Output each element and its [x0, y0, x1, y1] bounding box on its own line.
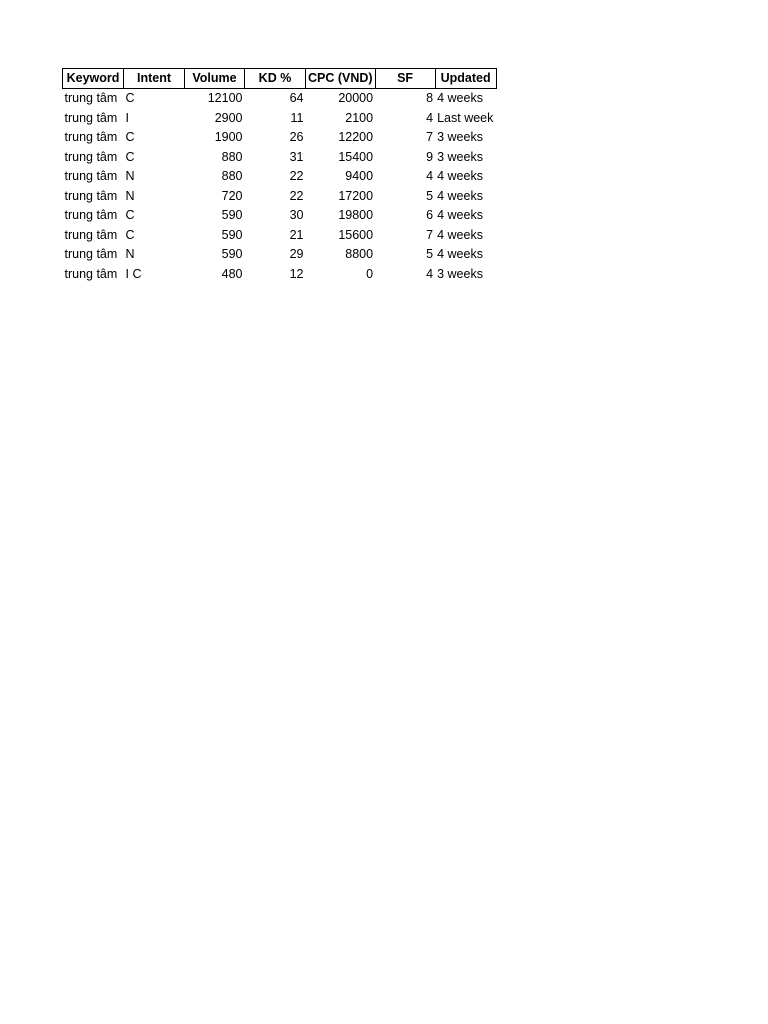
cell-intent[interactable]: I C — [125, 266, 142, 281]
cell-keyword[interactable]: trung tâm — [64, 208, 118, 223]
header-updated[interactable]: Updated — [435, 69, 496, 89]
cell-sf[interactable]: 5 — [426, 188, 434, 203]
cell-updated[interactable]: 4 weeks — [437, 91, 483, 106]
cell-volume[interactable]: 880 — [221, 149, 243, 164]
cell-intent[interactable]: C — [125, 227, 135, 242]
cell-keyword[interactable]: trung tâm — [64, 149, 118, 164]
cell-kd[interactable]: 26 — [289, 130, 304, 145]
table-row — [63, 109, 497, 129]
cell-keyword[interactable]: trung tâm — [64, 110, 118, 125]
cell-updated[interactable]: Last week — [437, 110, 494, 125]
keyword-table — [62, 68, 497, 284]
cell-keyword[interactable]: trung tâm — [64, 91, 118, 106]
cell-cpc[interactable]: 2100 — [345, 110, 374, 125]
cell-kd[interactable]: 29 — [289, 247, 304, 262]
cell-sf[interactable]: 6 — [426, 208, 434, 223]
table-row — [63, 226, 497, 246]
cell-volume[interactable]: 480 — [221, 266, 243, 281]
cell-kd[interactable]: 21 — [289, 227, 304, 242]
cell-intent[interactable]: C — [125, 91, 135, 106]
cell-volume[interactable]: 1900 — [214, 130, 243, 145]
cell-sf[interactable]: 7 — [426, 227, 434, 242]
table-row — [63, 245, 497, 265]
cell-volume[interactable]: 12100 — [207, 91, 243, 106]
cell-cpc[interactable]: 15400 — [338, 149, 374, 164]
cell-updated[interactable]: 4 weeks — [437, 188, 483, 203]
cell-volume[interactable]: 2900 — [214, 110, 243, 125]
cell-keyword[interactable]: trung tâm — [64, 266, 118, 281]
cell-cpc[interactable]: 8800 — [345, 247, 374, 262]
cell-cpc[interactable]: 12200 — [338, 130, 374, 145]
cell-cpc[interactable]: 17200 — [338, 188, 374, 203]
header-cpc[interactable]: CPC (VND) — [306, 69, 376, 89]
cell-kd[interactable]: 31 — [289, 149, 304, 164]
cell-kd[interactable]: 22 — [289, 169, 304, 184]
table-row — [63, 128, 497, 148]
cell-sf[interactable]: 4 — [426, 169, 434, 184]
header-intent[interactable]: Intent — [124, 69, 185, 89]
cell-volume[interactable]: 880 — [221, 169, 243, 184]
table-row — [63, 187, 497, 207]
cell-intent[interactable]: N — [125, 247, 135, 262]
cell-cpc[interactable]: 9400 — [345, 169, 374, 184]
cell-updated[interactable]: 3 weeks — [437, 149, 483, 164]
cell-sf[interactable]: 5 — [426, 247, 434, 262]
cell-intent[interactable]: C — [125, 149, 135, 164]
cell-intent[interactable]: I — [125, 110, 129, 125]
cell-kd[interactable]: 11 — [290, 110, 304, 125]
cell-sf[interactable]: 4 — [426, 266, 434, 281]
cell-updated[interactable]: 3 weeks — [437, 130, 483, 145]
cell-sf[interactable]: 8 — [426, 91, 434, 106]
header-keyword[interactable]: Keyword — [63, 69, 124, 89]
cell-keyword[interactable]: trung tâm — [64, 227, 118, 242]
cell-kd[interactable]: 30 — [289, 208, 304, 223]
cell-updated[interactable]: 4 weeks — [437, 169, 483, 184]
cell-volume[interactable]: 720 — [221, 188, 243, 203]
header-row — [63, 69, 497, 89]
table-row — [63, 206, 497, 226]
table-row — [63, 89, 497, 109]
cell-intent[interactable]: N — [125, 188, 135, 203]
cell-volume[interactable]: 590 — [221, 208, 243, 223]
header-sf[interactable]: SF — [375, 69, 435, 89]
cell-cpc[interactable]: 0 — [366, 266, 374, 281]
cell-keyword[interactable]: trung tâm — [64, 247, 118, 262]
cell-sf[interactable]: 7 — [426, 130, 434, 145]
cell-updated[interactable]: 4 weeks — [437, 247, 483, 262]
cell-kd[interactable]: 22 — [289, 188, 304, 203]
cell-cpc[interactable]: 19800 — [338, 208, 374, 223]
cell-cpc[interactable]: 20000 — [338, 91, 374, 106]
cell-volume[interactable]: 590 — [221, 227, 243, 242]
cell-keyword[interactable]: trung tâm — [64, 130, 118, 145]
table-row — [63, 167, 497, 187]
cell-sf[interactable]: 9 — [426, 149, 434, 164]
cell-sf[interactable]: 4 — [426, 110, 434, 125]
cell-intent[interactable]: C — [125, 208, 135, 223]
cell-volume[interactable]: 590 — [221, 247, 243, 262]
table-row — [63, 148, 497, 168]
cell-intent[interactable]: N — [125, 169, 135, 184]
cell-updated[interactable]: 3 weeks — [437, 266, 483, 281]
cell-keyword[interactable]: trung tâm — [64, 169, 118, 184]
cell-updated[interactable]: 4 weeks — [437, 208, 483, 223]
header-kd[interactable]: KD % — [245, 69, 306, 89]
cell-intent[interactable]: C — [125, 130, 135, 145]
cell-cpc[interactable]: 15600 — [338, 227, 374, 242]
cell-updated[interactable]: 4 weeks — [437, 227, 483, 242]
cell-kd[interactable]: 64 — [289, 91, 304, 106]
table-row — [63, 265, 497, 285]
cell-keyword[interactable]: trung tâm — [64, 188, 118, 203]
header-volume[interactable]: Volume — [185, 69, 245, 89]
cell-kd[interactable]: 12 — [289, 266, 304, 281]
